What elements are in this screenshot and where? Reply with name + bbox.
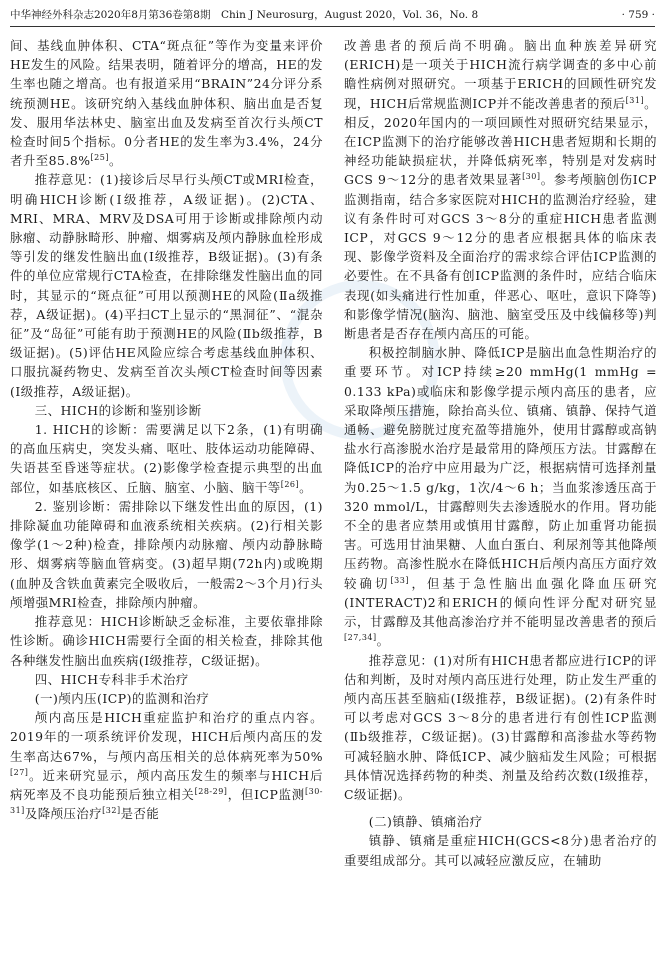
- paragraph: [10, 420, 323, 497]
- paragraph: [10, 670, 323, 689]
- reference-mark: [32]: [102, 806, 121, 815]
- reference-mark: [27]: [10, 767, 29, 777]
- paragraph-text: 三、HICH的诊断和鉴别诊断: [34, 402, 202, 418]
- paragraph: [10, 612, 323, 670]
- paragraph: [10, 36, 323, 170]
- paragraph-text: (二)镇静、镇痛治疗: [368, 814, 483, 830]
- paragraph: [10, 401, 323, 420]
- journal-citation: 中华神经外科杂志2020年8月第36卷第8期 Chin J Neurosurg，August 2020，Vol. 36，No. 8: [10, 9, 479, 21]
- journal-header: [10, 4, 655, 27]
- paragraph-text: ，但ICP监测: [227, 786, 305, 802]
- reference-mark: [30-31]: [10, 786, 323, 815]
- paragraph: [10, 170, 323, 400]
- paragraph: [10, 497, 323, 612]
- paragraph-text: ，但基于急性脑出血强化降血压研究(INTERACT)2和ERICH的倾向性评分配对研究显示，甘露醇及其他高渗治疗并不能明显改善患者的预后: [344, 575, 657, 630]
- paragraph-text: 。近来研究显示，颅内高压发生的频率与HICH后病死率及不良功能预后独立相关: [10, 767, 323, 802]
- paragraph-text: 及降颅压治疗: [24, 806, 103, 822]
- article-body: [10, 36, 657, 969]
- paragraph-text: 改善患者的预后尚不明确。脑出血种族差异研究(ERICH)是一项关于HICH流行病学调查的多中心前瞻性病例对照研究。一项基于ERICH的回顾性研究发现，HICH后常规监测ICP并不能改善患者的预后: [344, 38, 657, 111]
- paragraph-text: 镇静、镇痛是重症HICH(GCS<8分)患者治疗的重要组成部分。其可以减轻应激反应，在辅助: [344, 833, 657, 868]
- left-column: [10, 36, 323, 969]
- paragraph-text: 。相反，2020年国内的一项回顾性对照研究结果显示，在ICP监测下的治疗能够改善HICH患者短期和长期的神经功能缺损症状，并降低病死率，特别是对发病时GCS 9～12分的患者效果显著: [344, 95, 657, 188]
- paragraph-text: 1. HICH的诊断：需要满足以下2条，(1)有明确的高血压病史，突发头痛、呕吐、肢体运动功能障碍、失语甚至昏迷等症状。(2)影像学检查提示典型的出血部位，如基底核区、丘脑、脑室、小脑、脑干等: [10, 422, 323, 495]
- paragraph: [344, 651, 657, 805]
- reference-mark: [30]: [522, 172, 541, 182]
- right-column: [344, 36, 657, 969]
- paragraph-text: 颅内高压是HICH重症监护和治疗的重点内容。2019年的一项系统评价发现，HICH后颅内高压的发生率高达67%，与颅内高压相关的总体病死率为50%: [10, 710, 323, 764]
- paragraph-text: 积极控制脑水肿、降低ICP是脑出血急性期治疗的重要环节。对ICP持续≥20 mmHg(1 mmHg = 0.133 kPa)或临床和影像学提示颅内高压的患者，应采取降颅压措施，除抬高头位、镇痛、镇静、保持气道通畅、避免膀胱过度充盈等措施外，使用甘露醇或高钠盐水行高渗脱水治疗是最常用的降颅压方法。甘露醇在降低ICP的治疗中应用最为广泛，根据病情可选择剂量为0.25～1.5 g/kg，1次/4～6 h；当血浆渗透压高于320 mmol/L，甘露醇则失去渗透脱水的作用。肾功能不全的患者应禁用或慎用甘露醇，防止加重肾功能损害。可选用甘油果糖、人血白蛋白、利尿剂等其他降颅压药物。高渗性脱水在降低HICH后颅内高压方面疗效较确切: [344, 345, 657, 591]
- page-number: · 759 ·: [621, 9, 655, 21]
- paragraph-text: 四、HICH专科非手术治疗: [34, 671, 189, 687]
- paragraph-text: (一)颅内压(ICP)的监测和治疗: [34, 690, 210, 706]
- paragraph-text: 。: [108, 153, 122, 169]
- paragraph: [344, 36, 657, 343]
- paragraph-text: 2. 鉴别诊断：需排除以下继发性出血的原因，(1)排除凝血功能障碍和血液系统相关疾病。(2)行相关影像学(1～2种)检查，排除颅内动脉瘤、颅内动静脉畸形、烟雾病等脑血管病变。(3)超早期(72h内)或晚期(血肿及含铁血黄素完全吸收后，一般需2～3个月)行头颅增强MRI检查，排除颅内肿瘤。: [10, 498, 323, 610]
- paragraph: [344, 343, 657, 650]
- reference-mark: [25]: [90, 153, 109, 163]
- paragraph-text: 。: [376, 633, 390, 649]
- paragraph: [10, 689, 323, 708]
- paragraph-text: 。: [299, 479, 313, 495]
- paragraph: [344, 812, 657, 831]
- paragraph-text: 推荐意见：HICH诊断缺乏金标准，主要依靠排除性诊断。确诊HICH需要行全面的相关检查，排除其他各种继发性脑出血疾病(Ⅰ级推荐，C级证据)。: [10, 614, 323, 668]
- paragraph-text: 。参考颅脑创伤ICP监测指南，结合多家医院对HICH的监测治疗经验，建议有条件时可对GCS 3～8分的重症HICH患者监测ICP，对GCS 9～12分的患者应根据具体的临床表现、影像学资料及全面治疗的需求综合评估ICP监测的必要性。在不具备有创ICP监测的条件时，应结合临床表现(如头痛进行性加重，伴恶心、呕吐，意识下降等)和影像学情况(脑沟、脑池、脑室受压及中线偏移等)判断患者是否存在颅内高压的可能。: [344, 172, 657, 342]
- paragraph-text: 推荐意见：(1)对所有HICH患者都应进行ICP的评估和判断，及时对颅内高压进行处理，防止发生严重的颅内高压甚至脑疝(Ⅰ级推荐，B级证据)。(2)有条件时可以考虑对GCS 3～8分的患者进行有创性ICP监测(Ⅱb级推荐，C级证据)。(3)甘露醇和高渗盐水等药物可减轻脑水肿、降低ICP、减少脑疝发生风险；可根据具体情况选择药物的种类、剂量及给药次数(Ⅰ级推荐，C级证据)。: [344, 652, 657, 802]
- reference-mark: [28-29]: [194, 786, 228, 796]
- paragraph: [344, 831, 657, 869]
- paragraph-text: 推荐意见：(1)接诊后尽早行头颅CT或MRI检查，明确HICH诊断(Ⅰ级推荐，A级证据)。(2)CTA、MRI、MRA、MRV及DSA可用于诊断或排除颅内动脉瘤、动静脉畸形、肿瘤、烟雾病及颅内静脉血栓形成等引发的继发性脑出血(Ⅰ级推荐，B级证据)。(3)有条件的单位应常规行CTA检查，在排除继发性脑出血的同时，其显示的“斑点征”可用以预测HE的风险(Ⅱa级推荐，A级证据)。(4)平扫CT上显示的“黑洞征”、“混杂征”及“岛征”可能有助于预测HE的风险(Ⅱb级推荐，B级证据)。(5)评估HE风险应综合考虑基线血肿体积、口服抗凝药物史、发病至首次头颅CT检查时间等因素(Ⅰ级推荐，A级证据)。: [10, 172, 323, 399]
- paragraph-text: 是否能: [120, 806, 160, 822]
- paragraph-text: 间、基线血肿体积、CTA“斑点征”等作为变量来评价HE发生的风险。结果表明，随着评分的增高，HE的发生率也随之增高。也有报道采用“BRAIN”24分评分系统预测HE。该研究纳入基线血肿体积、脑出血是否复发、服用华法林史、脑室出血及发病至首次行头颅CT检查时间5个指标。0分者HE的发生率为3.4%，24分者升至85.8%: [10, 38, 323, 169]
- paragraph: [10, 708, 323, 823]
- reference-mark: [31]: [625, 95, 645, 105]
- reference-mark: [26]: [280, 479, 300, 489]
- reference-mark: [27,34]: [344, 633, 377, 643]
- reference-mark: [33]: [390, 575, 409, 585]
